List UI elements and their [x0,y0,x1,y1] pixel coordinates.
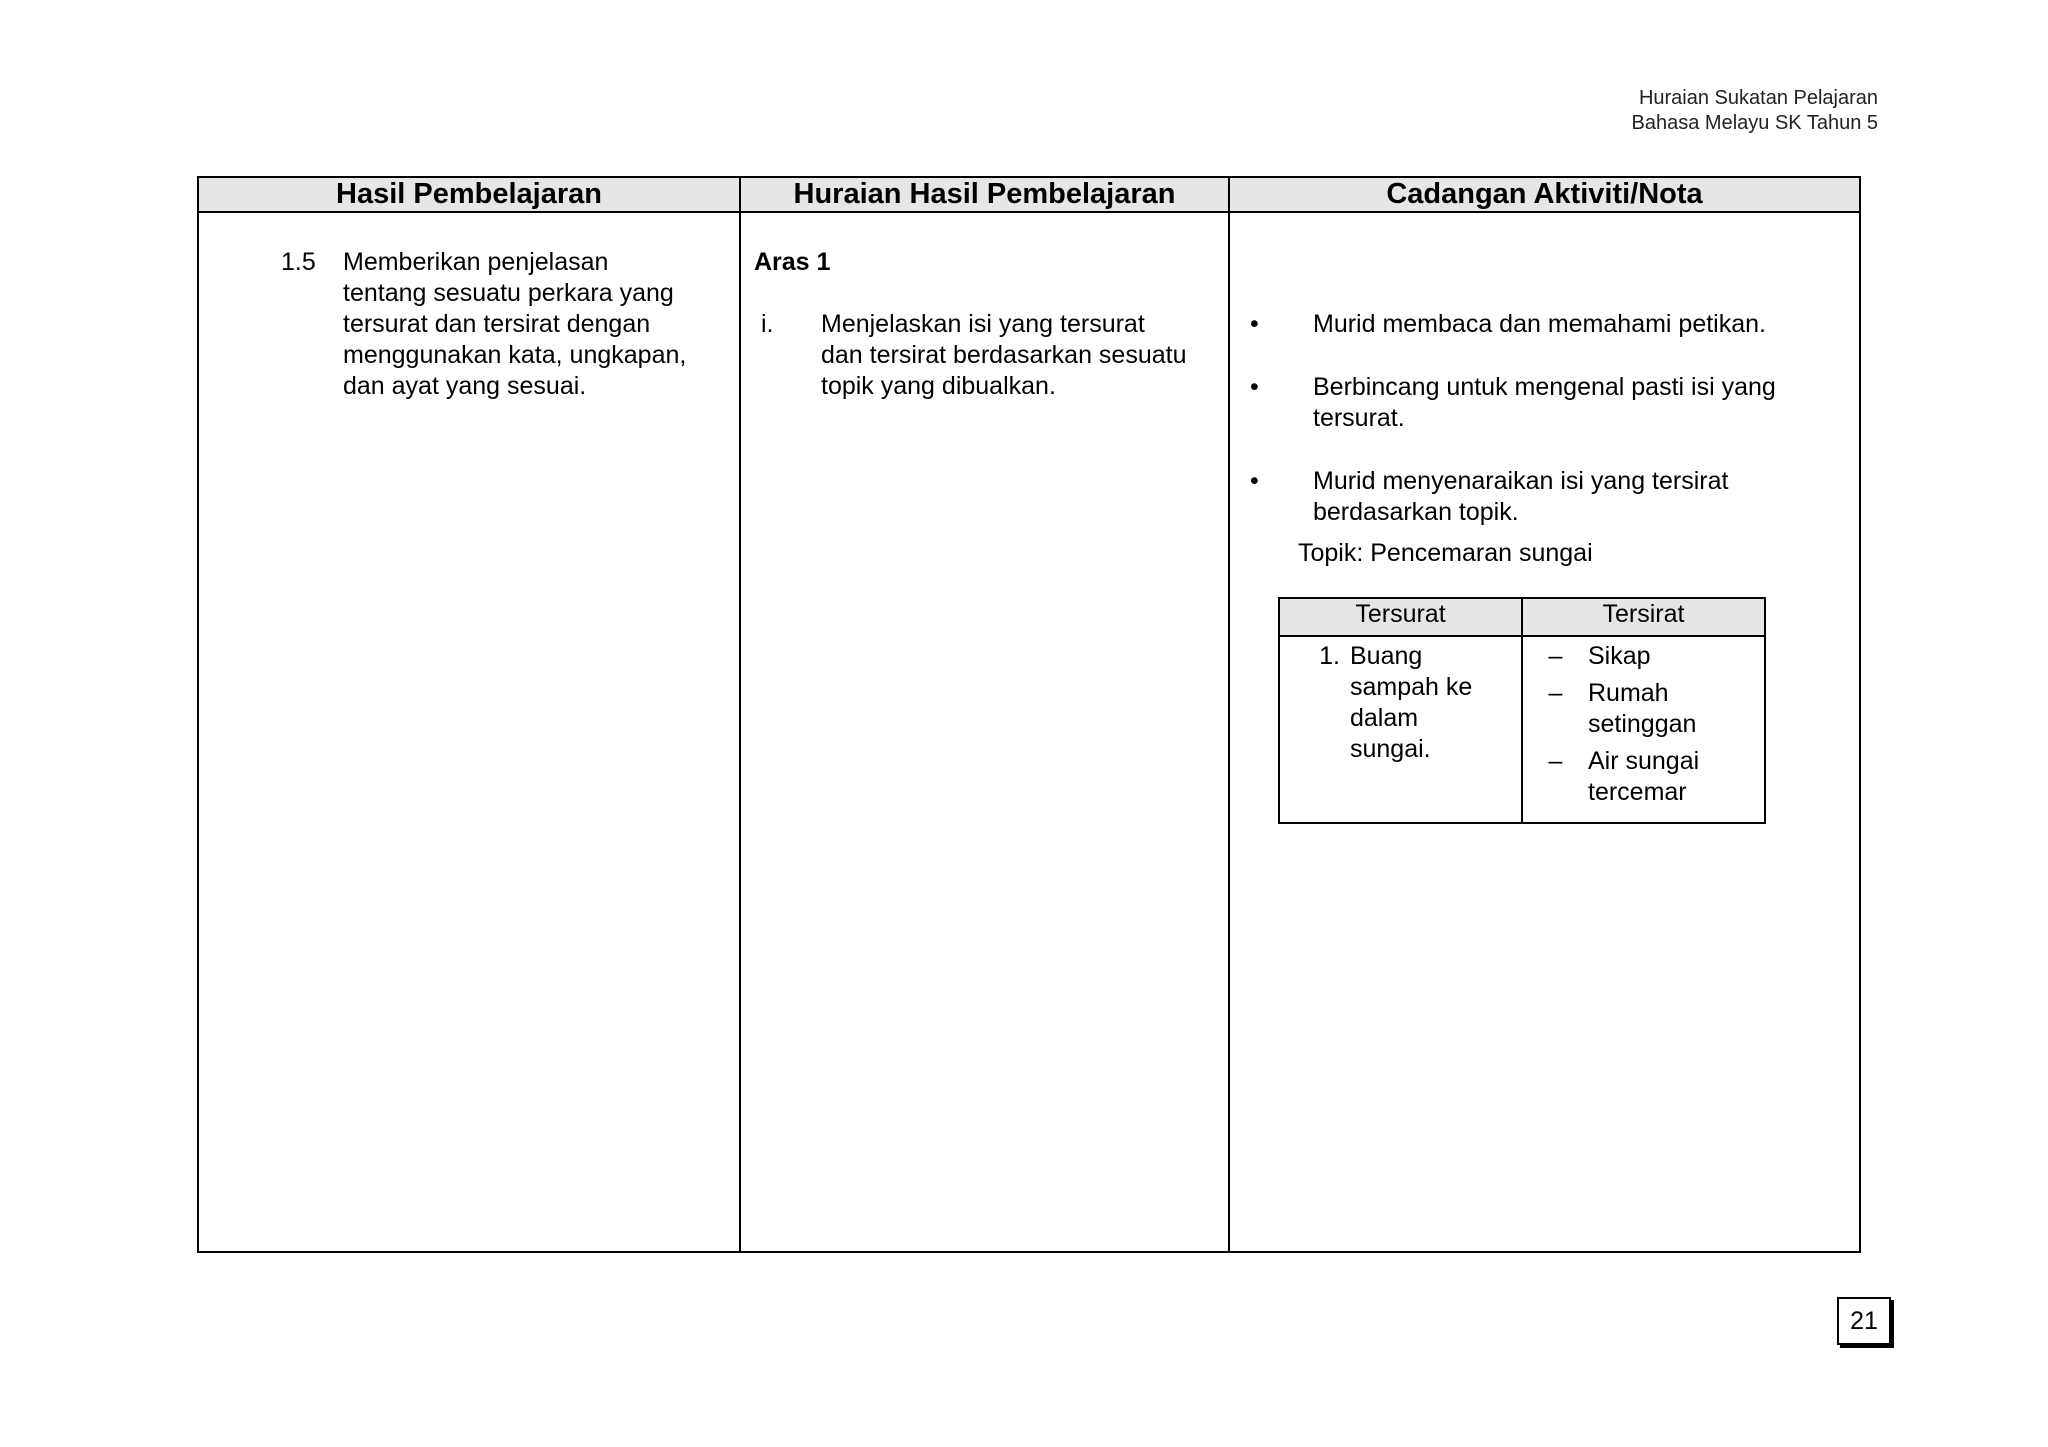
header-title-line: Huraian Sukatan Pelajaran [1638,87,1878,109]
page-header [1632,86,1878,136]
tersirat-item [1523,746,1764,808]
text-line: setinggan [1588,710,1697,738]
roman-numeral: i. [761,310,774,338]
tersurat-text [1350,641,1500,765]
tersurat-tersirat-table [1278,597,1766,824]
table-body-row [198,212,1860,1252]
text-line: tentang sesuatu perkara yang [343,279,674,307]
text-line: sampah ke [1350,673,1473,701]
bullet-icon: • [1250,373,1259,401]
learning-outcome-cell [198,212,740,1252]
text-line: menggunakan kata, ungkapan, [343,341,687,369]
topic-label: Topik: Pencemaran sungai [1298,539,1593,567]
outcome-description-cell [740,212,1229,1252]
syllabus-table [197,176,1861,1253]
text-line: tercemar [1588,778,1687,806]
text-line: topik yang dibualkan. [821,372,1056,400]
text-line: Air sungai [1588,747,1700,775]
inner-header-tersirat: Tersirat [1522,598,1765,636]
inner-header-tersurat: Tersurat [1279,598,1522,636]
page-number: 21 [1837,1297,1891,1345]
text-line: Murid membaca dan memahami petikan. [1313,310,1766,338]
outcome-text [343,247,723,402]
activities-cell [1229,212,1860,1252]
bullet-icon: • [1250,467,1259,495]
text-line: Berbincang untuk mengenal pasti isi yang [1313,373,1776,401]
bullet-icon: • [1250,310,1259,338]
header-subject-line: Bahasa Melayu SK Tahun 5 [1631,112,1878,134]
description-text [821,309,1231,402]
inner-body-row [1279,636,1765,823]
text-line: Buang [1350,642,1423,670]
dash-bullet: – [1548,747,1563,775]
dash-bullet: – [1548,679,1563,707]
text-line: Rumah [1588,679,1669,707]
text-line: Sikap [1588,642,1651,670]
outcome-number: 1.5 [281,248,316,276]
text-line: Memberikan penjelasan [343,248,609,276]
text-line: Menjelaskan isi yang tersurat [821,310,1145,338]
text-line: dan ayat yang sesuai. [343,372,587,400]
tersirat-item [1523,641,1764,672]
tersirat-cell [1522,636,1765,823]
column-header-learning-outcome: Hasil Pembelajaran [198,177,740,212]
text-line: tersurat. [1313,404,1405,432]
table-header-row [198,177,1860,212]
column-header-activities: Cadangan Aktiviti/Nota [1229,177,1860,212]
tersurat-number: 1. [1319,642,1340,670]
text-line: sungai. [1350,735,1431,763]
text-line: berdasarkan topik. [1313,498,1519,526]
level-heading: Aras 1 [754,248,831,276]
column-header-outcome-description: Huraian Hasil Pembelajaran [740,177,1229,212]
inner-header-row [1279,598,1765,636]
text-line: Murid menyenaraikan isi yang tersirat [1313,467,1729,495]
tersurat-cell [1279,636,1522,823]
text-line: dan tersirat berdasarkan sesuatu [821,341,1187,369]
dash-bullet: – [1548,642,1563,670]
tersirat-item [1523,678,1764,740]
text-line: tersurat dan tersirat dengan [343,310,651,338]
text-line: dalam [1350,704,1419,732]
